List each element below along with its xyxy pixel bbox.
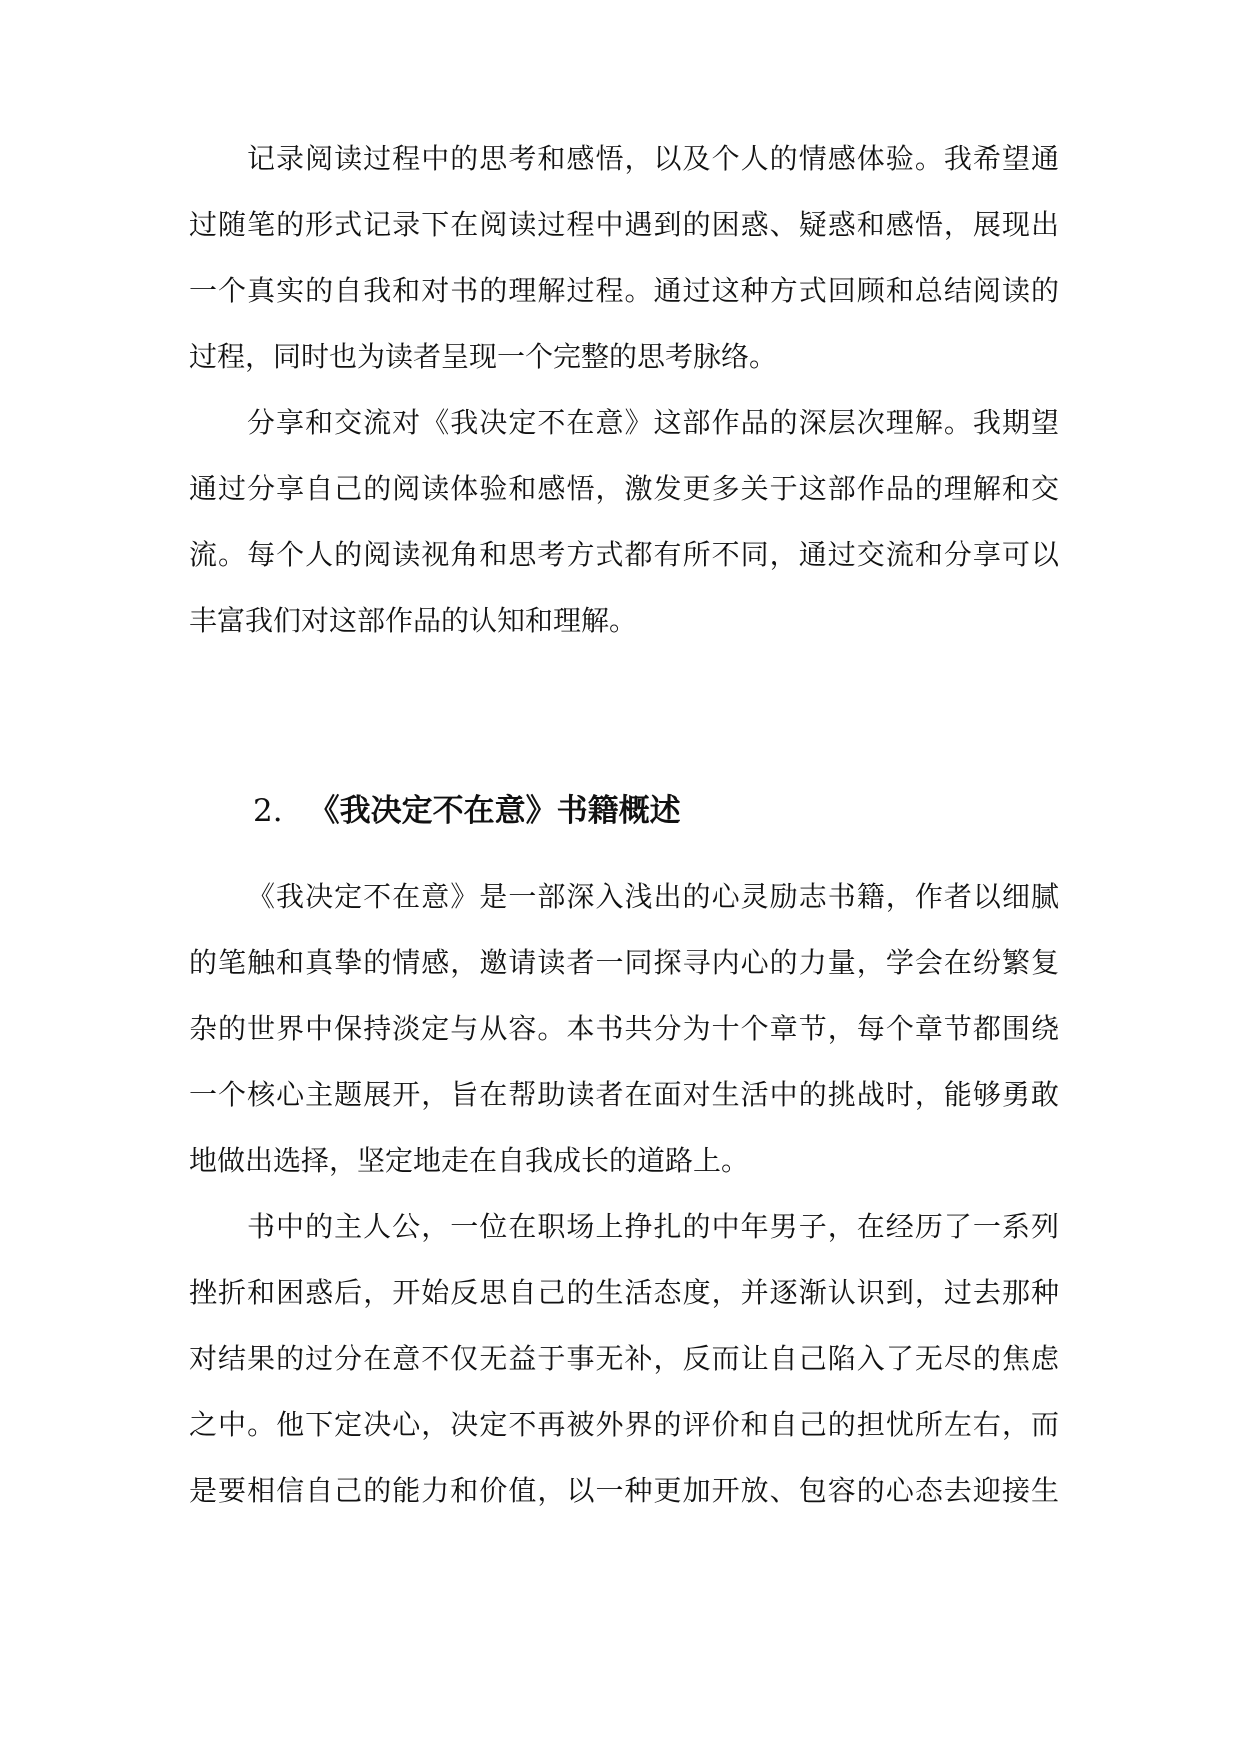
section-heading <box>253 791 681 831</box>
paragraph-4-line-2: 挫折和困惑后，开始反思自己的生活态度，并逐渐认识到，过去那种 <box>189 1276 1059 1309</box>
paragraph-1-line-3: 一个真实的自我和对书的理解过程。通过这种方式回顾和总结阅读的 <box>189 274 1059 307</box>
paragraph-3-line-4: 一个核心主题展开，旨在帮助读者在面对生活中的挑战时，能够勇敢 <box>189 1078 1059 1111</box>
paragraph-3-line-2: 的笔触和真挚的情感，邀请读者一同探寻内心的力量，学会在纷繁复 <box>189 946 1059 979</box>
paragraph-4-line-3: 对结果的过分在意不仅无益于事无补，反而让自己陷入了无尽的焦虑 <box>189 1342 1059 1375</box>
paragraph-4-line-1: 书中的主人公，一位在职场上挣扎的中年男子，在经历了一系列 <box>247 1210 1059 1243</box>
paragraph-1-line-2: 过随笔的形式记录下在阅读过程中遇到的困惑、疑惑和感悟，展现出 <box>189 208 1059 241</box>
section-number: 2. <box>253 793 283 829</box>
paragraph-4-line-4: 之中。他下定决心，决定不再被外界的评价和自己的担忧所左右，而 <box>189 1408 1059 1441</box>
paragraph-3-line-5: 地做出选择，坚定地走在自我成长的道路上。 <box>189 1144 750 1177</box>
paragraph-2-line-4: 丰富我们对这部作品的认知和理解。 <box>189 604 638 637</box>
paragraph-1-line-1: 记录阅读过程中的思考和感悟，以及个人的情感体验。我希望通 <box>247 142 1059 175</box>
paragraph-2-line-2: 通过分享自己的阅读体验和感悟，激发更多关于这部作品的理解和交 <box>189 472 1059 505</box>
section-title: 《我决定不在意》书籍概述 <box>308 793 681 829</box>
paragraph-4-line-5: 是要相信自己的能力和价值，以一种更加开放、包容的心态去迎接生 <box>189 1474 1059 1507</box>
paragraph-2-line-1: 分享和交流对《我决定不在意》这部作品的深层次理解。我期望 <box>247 406 1059 439</box>
paragraph-3-line-1: 《我决定不在意》是一部深入浅出的心灵励志书籍，作者以细腻 <box>247 880 1059 913</box>
paragraph-2-line-3: 流。每个人的阅读视角和思考方式都有所不同，通过交流和分享可以 <box>189 538 1059 571</box>
paragraph-1-line-4: 过程，同时也为读者呈现一个完整的思考脉络。 <box>189 340 778 373</box>
paragraph-3-line-3: 杂的世界中保持淡定与从容。本书共分为十个章节，每个章节都围绕 <box>189 1012 1059 1045</box>
